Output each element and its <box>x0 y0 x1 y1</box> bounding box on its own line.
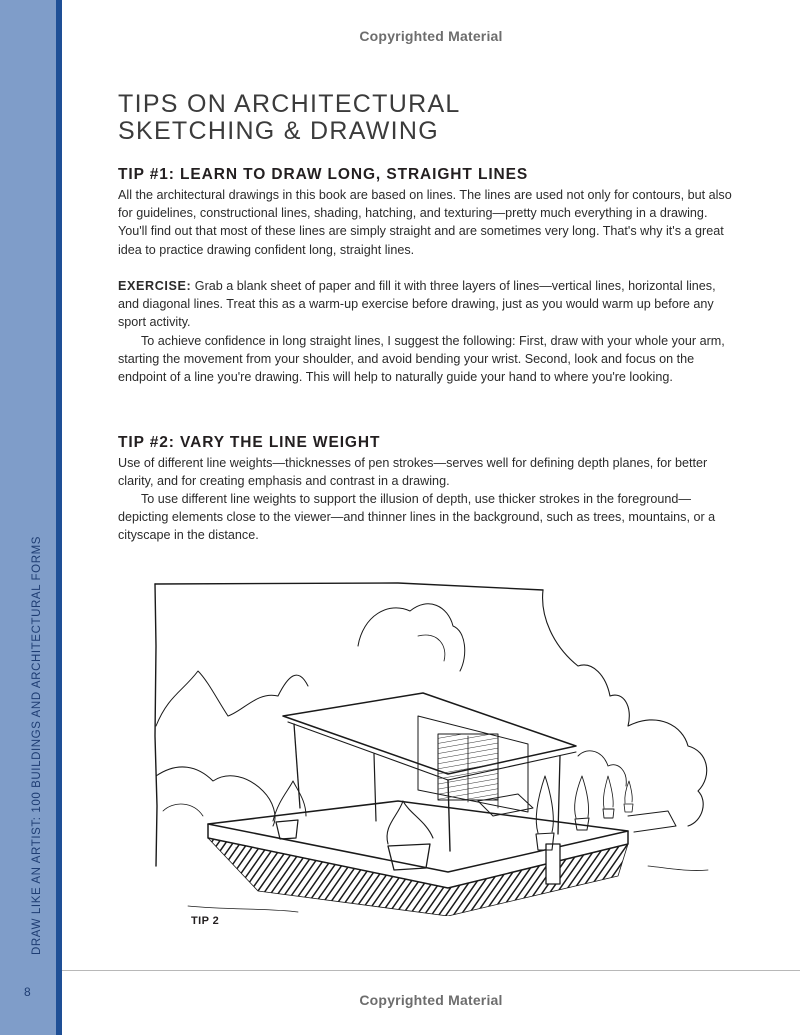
sidebar-band <box>0 0 56 1035</box>
tip2-body: Use of different line weights—thicknesses of pen strokes—serves well for defining depth planes, for better clarity, and for creating emphasis and contrast in a drawing. <box>118 456 708 489</box>
page-title <box>118 91 738 145</box>
tip1-exercise <box>118 277 738 332</box>
watermark-top: Copyrighted Material <box>359 28 503 44</box>
figure-caption: TIP 2 <box>191 915 220 927</box>
page-title-line-1: TIPS ON ARCHITECTURAL <box>118 90 461 118</box>
tip2-heading: TIP #2: VARY THE LINE WEIGHT <box>118 434 381 451</box>
running-title: DRAW LIKE AN ARTIST: 100 BUILDINGS AND ARCHITECTURAL FORMS <box>31 535 43 955</box>
architectural-sketch-illustration <box>148 576 716 916</box>
exercise-label: EXERCISE: <box>118 279 192 293</box>
exercise-text: Grab a blank sheet of paper and fill it with three layers of lines—vertical lines, horizontal lines, and diagonal lines. Treat this as a warm-up exercise before drawing, just as you would warm up before any sport activity. <box>118 279 716 330</box>
tip1-heading: TIP #1: LEARN TO DRAW LONG, STRAIGHT LINES <box>118 166 529 183</box>
tip1-body: All the architectural drawings in this book are based on lines. The lines are used not only for contours, but also for guidelines, constructional lines, shading, hatching, and texturing—pretty much everything in a drawing. You'll find out that most of these lines are simply straight and are sometimes very long. That's why it's a great idea to practice drawing confident long, straight lines. <box>118 188 732 257</box>
page-number: 8 <box>24 985 31 999</box>
watermark-bottom: Copyrighted Material <box>359 992 503 1008</box>
tip2-body-2: To use different line weights to support the illusion of depth, use thicker strokes in the foreground—depicting elements close to the viewer—and thinner lines in the background, such as trees, mountains, or a cityscape in the distance. <box>118 492 716 543</box>
footer-rule <box>62 970 800 971</box>
page-title-line-2: SKETCHING & DRAWING <box>118 117 440 145</box>
sidebar-stripe <box>56 0 62 1035</box>
tip1-advice: To achieve confidence in long straight lines, I suggest the following: First, draw with your whole your arm, starting the movement from your shoulder, and avoid bending your wrist. Second, look and focus on the endpoint of a line you're drawing. This will help to naturally guide your hand to where you're looking. <box>118 334 725 385</box>
